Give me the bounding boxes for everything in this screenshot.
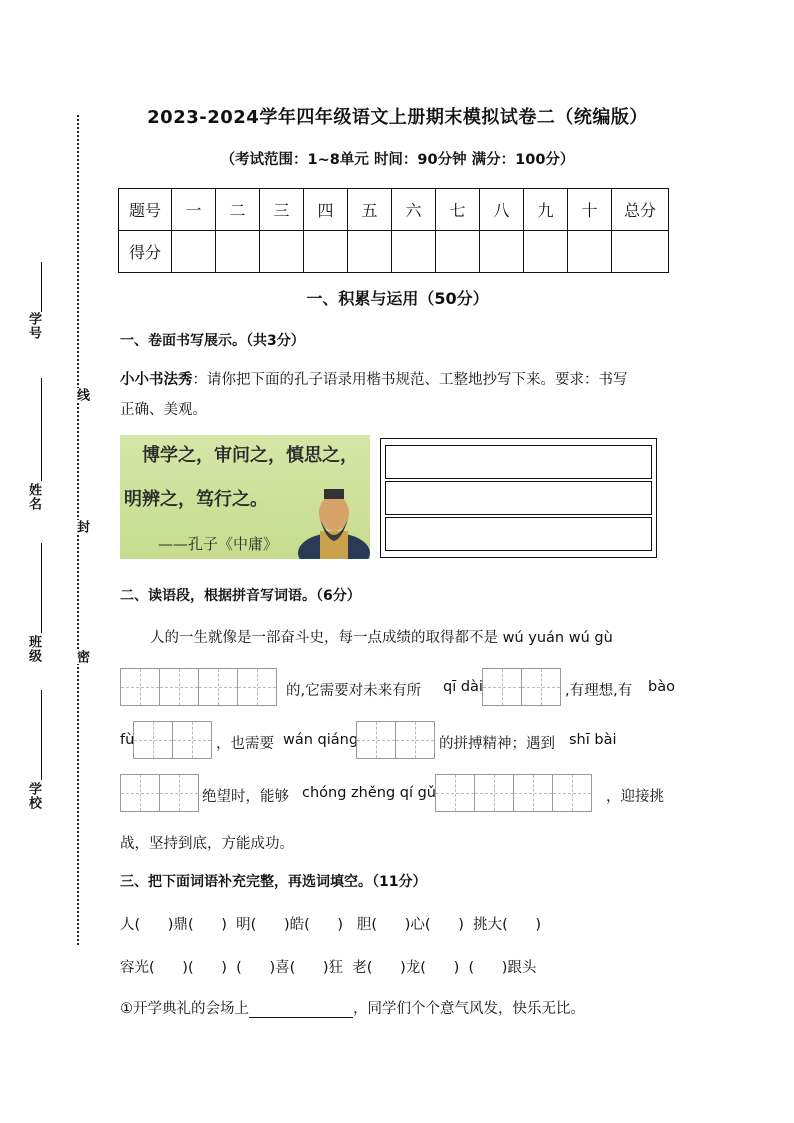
score-cell[interactable]: [568, 231, 612, 273]
q3-sentence-text: ①开学典礼的会场上: [120, 1001, 249, 1017]
q3-idiom-row-2: 容光( )( ) ( )喜( )狂 老( )龙( ) ( )跟头: [120, 960, 537, 976]
char-cell[interactable]: [474, 774, 514, 812]
question-2-title: 二、读语段，根据拼音写词语。（6分）: [120, 588, 361, 604]
instruction-text: ：请你把下面的孔子语录用楷书规范、工整地抄写下来。要求：书写: [192, 372, 628, 388]
char-cell[interactable]: [356, 721, 396, 759]
char-grid-2[interactable]: [120, 774, 198, 812]
char-cell[interactable]: [159, 774, 199, 812]
calligraphy-line-1: 博学之，审问之，慎思之，: [142, 445, 358, 466]
calligraphy-source: ——孔子《中庸》: [158, 535, 279, 553]
q2-text: 绝望时，能够: [202, 789, 289, 805]
question-1-title: 一、卷面书写展示。（共3分）: [120, 333, 305, 349]
question-1-instruction-line2: 正确、美观。: [120, 402, 207, 418]
name-field[interactable]: [41, 378, 42, 481]
pinyin-prompt: bào: [648, 679, 675, 695]
score-header-cell: 九: [524, 189, 568, 231]
seal-close-char: 密: [74, 650, 89, 664]
score-cell[interactable]: [216, 231, 260, 273]
writing-line[interactable]: [385, 445, 652, 479]
q2-text: ，迎接挑: [606, 789, 664, 805]
score-cell[interactable]: [392, 231, 436, 273]
char-cell[interactable]: [513, 774, 553, 812]
pinyin-prompt: fù: [120, 732, 135, 748]
score-header-cell: 题号: [119, 189, 172, 231]
student-id-label: 学号: [26, 312, 41, 340]
seal-line-char: 线: [74, 388, 89, 402]
seal-seal-char: 封: [74, 520, 89, 534]
pinyin-prompt: shī bài: [569, 732, 617, 748]
score-header-cell: 一: [172, 189, 216, 231]
score-cell[interactable]: [480, 231, 524, 273]
char-cell[interactable]: [237, 668, 277, 706]
section-heading: 一、积累与运用（50分）: [306, 289, 489, 308]
class-label: 班级: [26, 635, 41, 663]
score-cell[interactable]: [348, 231, 392, 273]
confucius-figure-icon: [298, 481, 370, 559]
score-header-cell: 五: [348, 189, 392, 231]
exam-title: 2023-2024学年四年级语文上册期末模拟试卷二（统编版）: [147, 107, 648, 128]
score-cell[interactable]: [304, 231, 348, 273]
char-cell[interactable]: [435, 774, 475, 812]
exam-subtitle: （考试范围：1~8单元 时间：90分钟 满分：100分）: [220, 152, 575, 168]
name-label: 姓名: [26, 483, 41, 511]
q2-text: 人的一生就像是一部奋斗史，每一点成绩的取得都不是: [150, 630, 498, 646]
score-cell[interactable]: [260, 231, 304, 273]
q2-text: ，也需要: [216, 736, 274, 752]
instruction-bold: 小小书法秀: [120, 372, 193, 388]
char-cell[interactable]: [120, 774, 160, 812]
school-field[interactable]: [41, 690, 42, 780]
score-cell[interactable]: [172, 231, 216, 273]
question-1-instruction: [120, 368, 680, 389]
writing-line[interactable]: [385, 517, 652, 551]
score-table: [118, 188, 669, 273]
score-header-cell: 总分: [612, 189, 669, 231]
q2-line-5: 战，坚持到底，方能成功。: [120, 836, 294, 852]
score-table-score-row: [119, 231, 669, 273]
q2-text: 的,它需要对未来有所: [286, 683, 422, 699]
calligraphy-line-2: 明辨之，笃行之。: [124, 489, 268, 510]
fill-blank[interactable]: [249, 1003, 353, 1018]
char-cell[interactable]: [172, 721, 212, 759]
pinyin-prompt: qī dài: [443, 679, 483, 695]
student-id-field[interactable]: [41, 262, 42, 312]
char-cell[interactable]: [198, 668, 238, 706]
score-row-label: 得分: [119, 231, 172, 273]
pinyin-prompt: wú yuán wú gù: [502, 630, 613, 646]
char-grid-2[interactable]: [133, 721, 211, 759]
q2-line-1: [150, 626, 613, 647]
school-label: 学校: [26, 782, 41, 810]
char-cell[interactable]: [521, 668, 561, 706]
char-cell[interactable]: [395, 721, 435, 759]
char-grid-4[interactable]: [120, 668, 276, 706]
char-cell[interactable]: [552, 774, 592, 812]
char-cell[interactable]: [482, 668, 522, 706]
score-header-cell: 三: [260, 189, 304, 231]
question-3-title: 三、把下面词语补充完整，再选词填空。（11分）: [120, 874, 427, 890]
char-grid-2[interactable]: [482, 668, 560, 706]
char-cell[interactable]: [120, 668, 160, 706]
score-cell[interactable]: [524, 231, 568, 273]
writing-box[interactable]: [380, 438, 657, 558]
score-cell[interactable]: [612, 231, 669, 273]
q3-idiom-row-1: 人( )鼎( ) 明( )皓( ) 胆( )心( ) 挑大( ): [120, 917, 542, 933]
score-header-cell: 六: [392, 189, 436, 231]
score-header-cell: 八: [480, 189, 524, 231]
score-header-cell: 七: [436, 189, 480, 231]
char-cell[interactable]: [159, 668, 199, 706]
score-table-header-row: [119, 189, 669, 231]
score-header-cell: 十: [568, 189, 612, 231]
pinyin-prompt: wán qiáng: [283, 732, 359, 748]
q3-sentence-1: [120, 997, 585, 1018]
score-header-cell: 二: [216, 189, 260, 231]
q2-text: ,有理想,有: [565, 683, 633, 699]
score-header-cell: 四: [304, 189, 348, 231]
q2-text: 的拼搏精神；遇到: [439, 736, 555, 752]
q3-sentence-text: ，同学们个个意气风发，快乐无比。: [353, 1001, 585, 1017]
writing-line[interactable]: [385, 481, 652, 515]
calligraphy-image: [120, 435, 370, 559]
char-grid-4[interactable]: [435, 774, 591, 812]
score-cell[interactable]: [436, 231, 480, 273]
char-cell[interactable]: [133, 721, 173, 759]
char-grid-2[interactable]: [356, 721, 434, 759]
pinyin-prompt: chóng zhěng qí gǔ: [302, 785, 436, 801]
class-field[interactable]: [41, 543, 42, 633]
